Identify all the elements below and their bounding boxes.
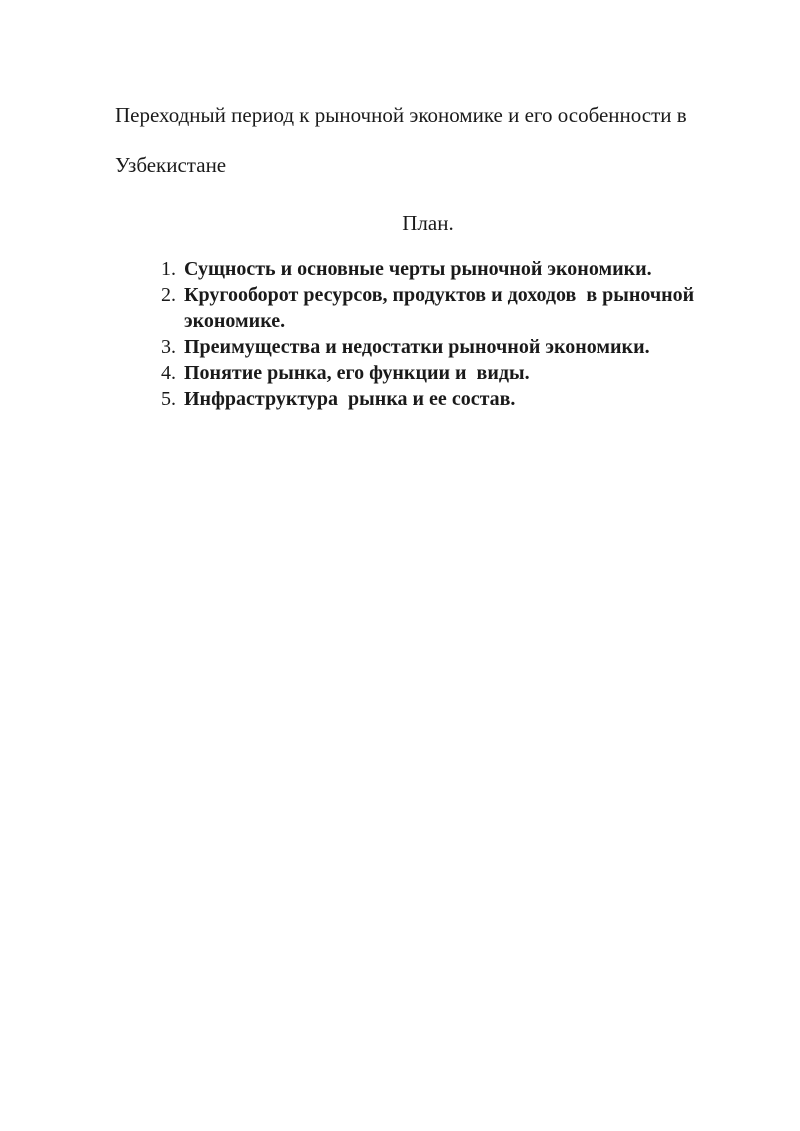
plan-list [150,256,760,412]
plan-item-1 [150,256,760,282]
plan-item-text: Сущность и основные черты рыночной экономики. [184,258,652,280]
plan-item-text: Понятие рынка, его функции и виды. [184,362,530,384]
document-title-line-2: Узбекистане [115,153,227,177]
plan-item-text: Кругооборот ресурсов, продуктов и доходов в рыночной экономике. [184,284,700,332]
plan-item-3 [150,334,760,360]
plan-item-4 [150,360,760,386]
plan-item-number: 5. [161,388,176,410]
plan-item-number: 1. [161,258,176,280]
plan-item-5 [150,386,760,412]
document-title-line-1: Переходный период к рыночной экономике и его особенности в [115,103,687,127]
plan-item-number: 3. [161,336,176,358]
plan-item-number: 2. [161,284,176,306]
plan-item-number: 4. [161,362,176,384]
plan-item-text: Инфраструктура рынка и ее состав. [184,388,516,410]
plan-item-2 [150,282,760,334]
plan-heading: План. [402,211,454,235]
plan-item-text: Преимущества и недостатки рыночной экономики. [184,336,650,358]
